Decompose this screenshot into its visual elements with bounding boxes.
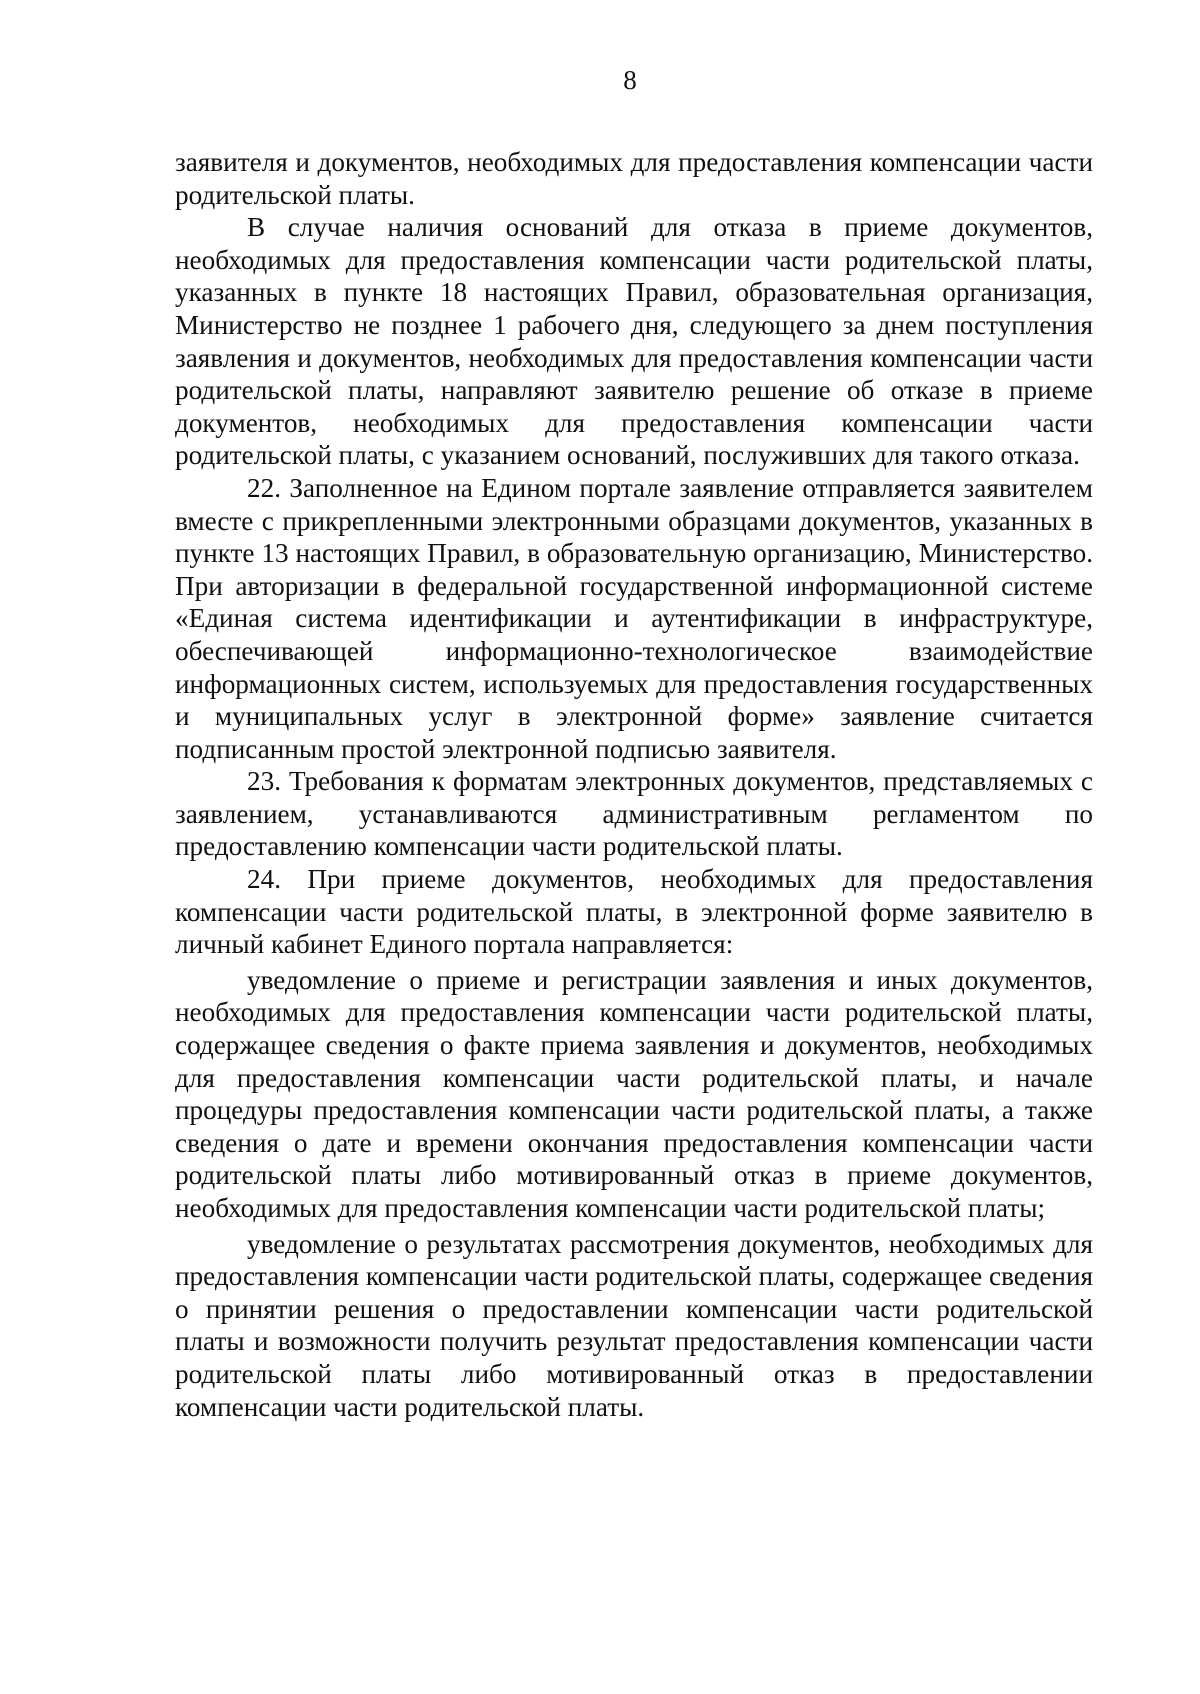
paragraph-notification-receipt: уведомление о приеме и регистрации заявления и иных документов, необходимых для предоставления компенсации части родительской платы, содержащее сведения о факте приема заявления и документов, необходимых для предоставления компенсации части родительской платы, и начале процедуры предоставления компенсации части родительской платы, а также сведения о дате и времени окончания предоставления компенсации части родительской платы либо мотивированный отказ в приеме документов, необходимых для предоставления компенсации части родительской платы; <box>175 964 1093 1223</box>
page-number: 8 <box>623 65 637 95</box>
paragraph-23: 23. Требования к форматам электронных документов, представляемых с заявлением, устанавливаются административным регламентом по предоставлению компенсации части родительской платы. <box>175 766 1093 862</box>
paragraph-22: 22. Заполненное на Едином портале заявление отправляется заявителем вместе с прикрепленными электронными образцами документов, указанных в пункте 13 настоящих Правил, в образовательную организацию, Министерство. При авторизации в федеральной государственной информационной системе «Единая система идентификации и аутентификации в инфраструктуре, обеспечивающей информационно-технологическое взаимодействие информационных систем, используемых для предоставления государственных и муниципальных услуг в электронной форме» заявление считается подписанным простой электронной подписью заявителя. <box>175 472 1093 764</box>
document-body <box>175 146 1093 1423</box>
paragraph-refusal-grounds: В случае наличия оснований для отказа в приеме документов, необходимых для предоставления компенсации части родительской платы, указанных в пункте 18 настоящих Правил, образовательная организация, Министерство не позднее 1 рабочего дня, следующего за днем поступления заявления и документов, необходимых для предоставления компенсации части родительской платы, направляют заявителю решение об отказе в приеме документов, необходимых для предоставления компенсации части родительской платы, с указанием оснований, послуживших для такого отказа. <box>175 212 1093 471</box>
paragraph-notification-result: уведомление о результатах рассмотрения документов, необходимых для предоставления компенсации части родительской платы, содержащее сведения о принятии решения о предоставлении компенсации части родительской платы и возможности получить результат предоставления компенсации части родительской платы либо мотивированный отказ в предоставлении компенсации части родительской платы. <box>175 1228 1093 1422</box>
paragraph-continuation: заявителя и документов, необходимых для предоставления компенсации части родительской платы. <box>175 147 1093 210</box>
paragraph-24: 24. При приеме документов, необходимых для предоставления компенсации части родительской платы, в электронной форме заявителю в личный кабинет Единого портала направляется: <box>175 864 1093 960</box>
